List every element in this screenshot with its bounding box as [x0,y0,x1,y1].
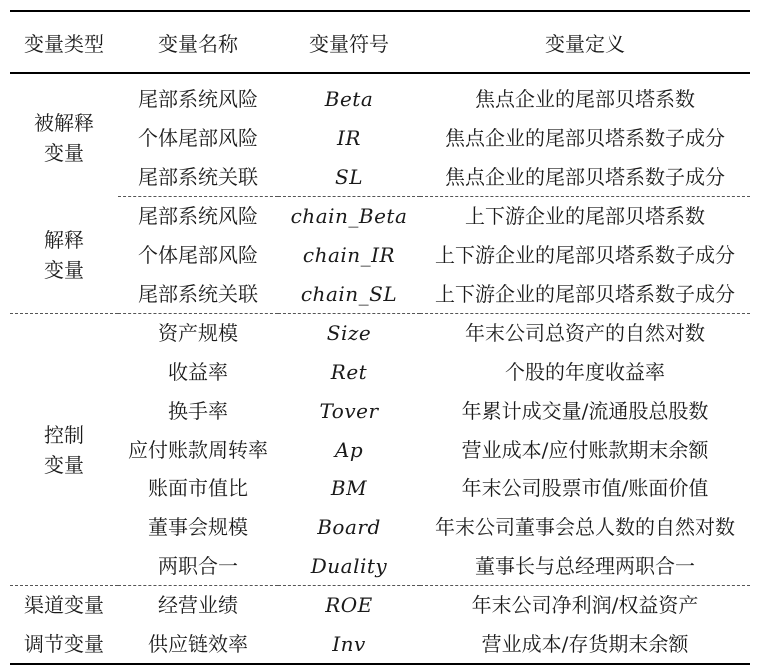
table-row [10,585,750,624]
table-body [10,73,750,664]
group-type-line: 解释 [44,227,84,252]
table-row [10,314,750,353]
table-row [10,625,750,665]
group-type-cell: 渠道变量 [24,593,104,618]
table-row [10,236,750,275]
variable-definition: 年末公司总资产的自然对数 [465,321,705,346]
variable-definition: 董事长与总经理两职合一 [420,546,750,585]
variable-definition: 焦点企业的尾部贝塔系数子成分 [420,157,750,196]
variable-name: 个体尾部风险 [138,243,258,268]
table-row [10,119,750,158]
variable-name: 换手率 [168,398,228,423]
variable-name: 账面市值比 [148,476,248,501]
variable-name: 经营业绩 [158,593,238,618]
variable-name: 应付账款周转率 [128,437,268,462]
variable-symbol: Tover [319,398,379,423]
variable-symbol: Inv [278,625,420,665]
variable-symbol: chain_Beta [290,204,408,229]
group-type-cell [10,197,118,314]
variable-symbol: SL [278,157,420,196]
variable-name: 尾部系统风险 [138,204,258,229]
table-row [10,430,750,469]
variable-definition-table [10,10,750,665]
variable-symbol: Beta [324,87,374,112]
variable-definition-table-container [10,10,750,665]
variable-name: 董事会规模 [148,514,248,539]
variable-name: 尾部系统风险 [138,87,258,112]
group-type-cell [10,314,118,586]
group-type-line: 变量 [44,452,84,477]
variable-definition: 年末公司股票市值/账面价值 [461,476,709,501]
group-type-cell: 调节变量 [10,625,118,665]
variable-definition: 年累计成交量/流通股总股数 [461,398,709,423]
variable-symbol: Size [326,321,372,346]
table-row [10,508,750,547]
variable-symbol: Duality [278,546,420,585]
table-row [10,546,750,585]
variable-name: 两职合一 [118,546,278,585]
header-variable-symbol: 变量符号 [278,11,420,73]
table-row [10,353,750,392]
variable-definition: 上下游企业的尾部贝塔系数子成分 [420,274,750,313]
variable-name: 尾部系统关联 [118,157,278,196]
variable-name: 尾部系统关联 [118,274,278,313]
variable-symbol: ROE [325,593,373,618]
header-row [10,11,750,73]
group-type-line: 变量 [44,141,84,166]
variable-symbol: IR [337,126,361,151]
variable-definition: 焦点企业的尾部贝塔系数 [475,87,695,112]
variable-definition: 焦点企业的尾部贝塔系数子成分 [445,126,725,151]
table-row [10,469,750,508]
variable-definition: 营业成本/存货期末余额 [420,625,750,665]
group-type-line: 变量 [44,257,84,282]
group-type-line: 控制 [44,422,84,447]
variable-definition: 个股的年度收益率 [505,360,665,385]
header-variable-name: 变量名称 [118,11,278,73]
variable-symbol: Ret [330,360,368,385]
variable-name: 个体尾部风险 [138,126,258,151]
group-type-cell [10,73,118,197]
variable-definition: 上下游企业的尾部贝塔系数子成分 [435,243,735,268]
variable-definition: 年末公司净利润/权益资产 [471,593,699,618]
variable-name: 收益率 [168,360,228,385]
variable-symbol: chain_IR [302,243,396,268]
variable-definition: 上下游企业的尾部贝塔系数 [465,204,705,229]
header-variable-definition: 变量定义 [420,11,750,73]
variable-symbol: BM [330,476,368,501]
table-row [10,274,750,313]
variable-symbol: chain_SL [278,274,420,313]
variable-name: 供应链效率 [118,625,278,665]
variable-symbol: Ap [334,437,364,462]
table-row [10,197,750,236]
header-variable-type: 变量类型 [10,11,118,73]
table-row [10,392,750,431]
group-type-line: 被解释 [34,111,94,136]
variable-definition: 年末公司董事会总人数的自然对数 [435,514,735,539]
table-row [10,73,750,119]
variable-symbol: Board [317,514,381,539]
variable-name: 资产规模 [158,321,238,346]
table-row [10,157,750,196]
variable-definition: 营业成本/应付账款期末余额 [461,437,709,462]
